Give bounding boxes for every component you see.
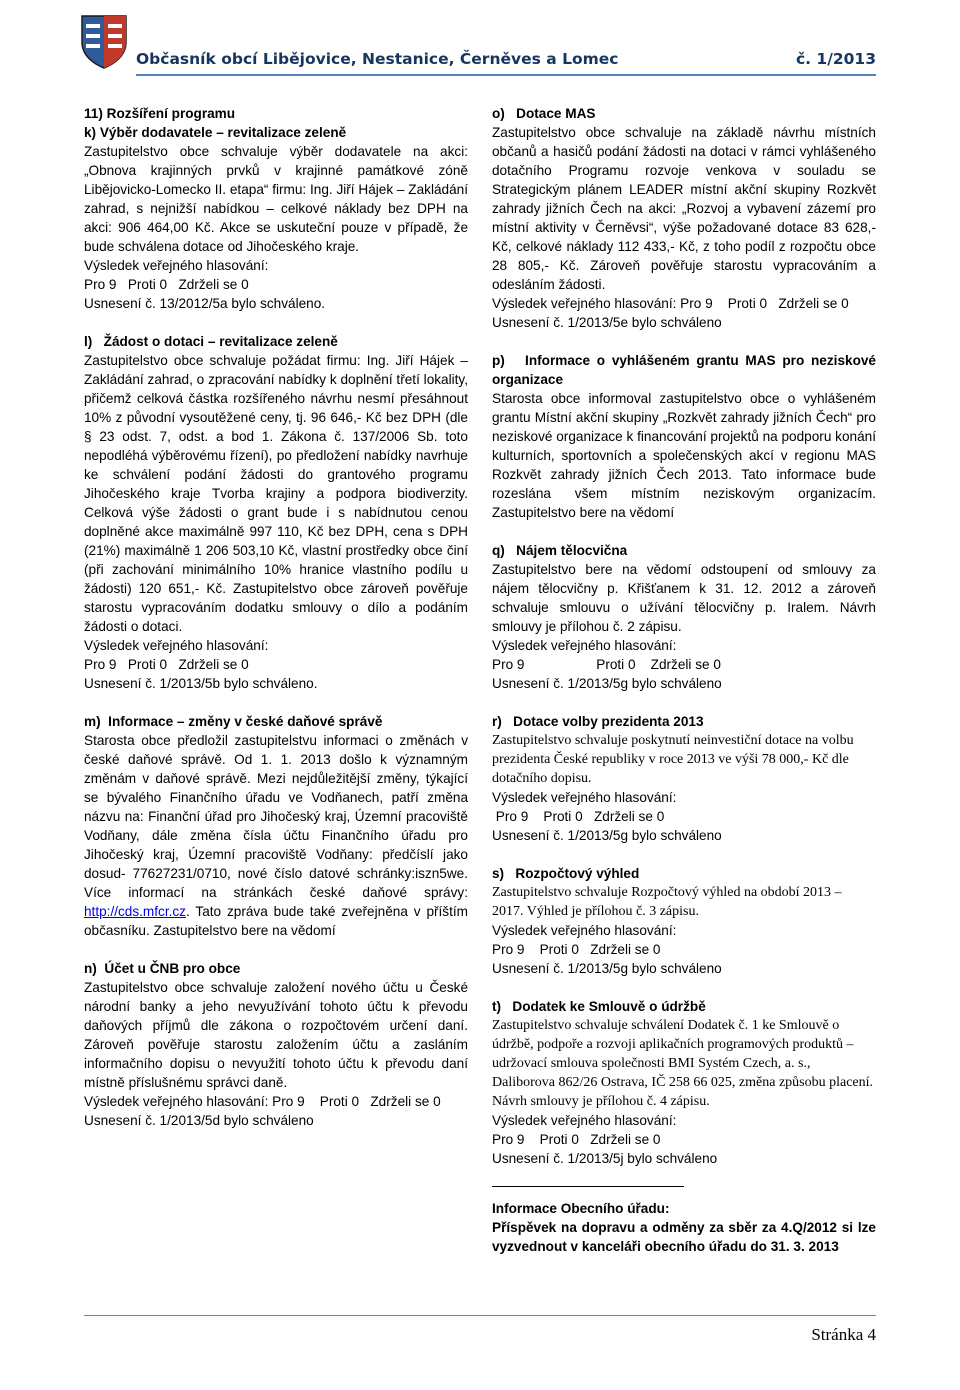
item-n-vote: Výsledek veřejného hlasování: Pro 9 Proti 0 Zdrželi se 0	[84, 1094, 441, 1109]
tax-office-link[interactable]: http://cds.mfcr.cz	[84, 904, 186, 919]
item-t-vote: Pro 9 Proti 0 Zdrželi se 0	[492, 1132, 661, 1147]
item-t-resolution: Usnesení č. 1/2013/5j bylo schváleno	[492, 1151, 718, 1166]
issue-number: č. 1/2013	[795, 50, 876, 68]
item-q-body: Zastupitelstvo bere na vědomí odstoupení od smlouvy za nájem tělocvičny p. Křišťanem k 31. 12. 2012 a zároveň schvaluje smlouvu o užívání tělocvičny p. Iralem. Návrh smlouvy je přílohou č. 2 zápisu.	[492, 562, 876, 634]
item-s-resolution: Usnesení č. 1/2013/5g bylo schváleno	[492, 961, 722, 976]
item-r-vote-label: Výsledek veřejného hlasování:	[492, 790, 677, 805]
item-k-vote: Pro 9 Proti 0 Zdrželi se 0	[84, 277, 249, 292]
item-m-text: Starosta obce předložil zastupitelstvu informaci o změnách v české daňové správě. Od 1. 1. 2013 došlo k významným změnám v daňové správě. Mezi nejdůležitější změny, týkající se bývalého Finančního úřadu ve Vodňanech, patří změna názvu na: Finanční úřad pro Jihočeský kraj, Územní pracoviště Vodňany, dále změna čísla účtu Finančního úřadu pro Jihočeský kraj, Územní pracoviště Vodňany: předčíslí jako dosud- 77627231/0710, nové číslo datové schránky:iszn5we. Více informací na stránkách české daňové správy:	[84, 733, 468, 900]
item-n-resolution: Usnesení č. 1/2013/5d bylo schváleno	[84, 1113, 314, 1128]
item-o-body: Zastupitelstvo obce schvaluje na základě návrhu místních občanů a hasičů podání žádosti na dotaci v rámci vyhlášeného dotačního Programu rozvoje venkova v souladu se Strategickým plánem LEADER místní akční skupiny Rozkvět zahrady jižních Čech na akci: „Rozvoj a vybavení zázemí pro místní aktivity v Černěvsi“, výše požadované dotace 83 628,- Kč, celkové náklady 112 433,- Kč, z toho podíl z rozpočtu obce 28 805,- Kč. Zároveň pověřuje starostu vypracováním a odesláním žádosti.	[492, 125, 876, 292]
item-n-title: n) Účet u ČNB pro obce	[84, 961, 241, 976]
item-q-vote-label: Výsledek veřejného hlasování:	[492, 638, 677, 653]
newsletter-title: Občasník obcí Libějovice, Nestanice, Černěves a Lomec	[136, 50, 619, 68]
left-column	[84, 104, 468, 1130]
item-t-title: t) Dodatek ke Smlouvě o údržbě	[492, 999, 706, 1014]
item-l-body: Zastupitelstvo obce schvaluje požádat firmu: Ing. Jiří Hájek – Zakládání zahrad, o zpracování nabídky k doplnění třetí lokality, přičemž celková částka rozšířeného návrhu nesmí přesáhnout 10% z původní vysoutěžené ceny, tj. 96 646,- Kč bez DPH (dle § 23 odst. 7, odst. a bod 1. Zákona č. 137/2006 Sb. toto nepodléhá výběrovému řízení), po předložení nabídky navrhuje ke schválení podání žádosti do grantového programu Jihočeského kraje Tvorba krajiny a podpora biodiverzity. Celková výše žádosti o grant bude i s nabídnutou cenou doplněné akce maximálně 997 110, Kč bez DPH, cena s DPH (21%) maximálně 1 206 503,10 Kč, vlastní prostředky obce činí (při zachování minimálního 10% hranice vlastního podílu u žádosti) 120 651,- Kč. Zastupitelstvo obce zároveň pověřuje starostu vypracováním dodatku smlouvy o dílo a podáním žádosti o dotaci.	[84, 353, 468, 634]
item-t-body: Zastupitelstvo schvaluje schválení Dodatek č. 1 ke Smlouvě o údržbě, podpoře a rozvoji aplikačních programových produktů – udržovací smlouva společnosti BMI Systém Czech, a. s., Daliborova 862/26 Ostrava, IČ 258 66 025, změna způsobu placení. Návrh smlouvy je přílohou č. 4 zápisu.	[492, 1018, 874, 1109]
village-crest-logo	[78, 12, 130, 70]
item-l-vote: Pro 9 Proti 0 Zdrželi se 0	[84, 657, 249, 672]
item-r-resolution: Usnesení č. 1/2013/5g bylo schváleno	[492, 828, 722, 843]
item-m-text-after: . Tato zpráva bude také zveřejněna v příštím občasníku. Zastupitelstvo bere na vědomí	[84, 904, 468, 938]
item-n-body: Zastupitelstvo obce schvaluje založení nového účtu u České národní banky a jeho nevyužívání tohoto účtu k převodu daňových příjmů dle zákona o rozpočtovém určení daní. Zároveň pověřuje starostu založením účtu a zasláním informačního dopisu o nevyužití tohoto účtu k převodu daní místně příslušnému správci daně.	[84, 980, 468, 1090]
item-o-resolution: Usnesení č. 1/2013/5e bylo schváleno	[492, 315, 722, 330]
section-11-title: 11) Rozšíření programu	[84, 106, 236, 121]
item-q-resolution: Usnesení č. 1/2013/5g bylo schváleno	[492, 676, 722, 691]
item-l-resolution: Usnesení č. 1/2013/5b bylo schváleno.	[84, 676, 318, 691]
item-q-vote: Pro 9 Proti 0 Zdrželi se 0	[492, 657, 721, 672]
item-s-body: Zastupitelstvo schvaluje Rozpočtový výhled na období 2013 – 2017. Výhled je přílohou č. 3 zápisu.	[492, 885, 842, 919]
footer-rule	[84, 1315, 876, 1316]
item-k-body: Zastupitelstvo obce schvaluje výběr dodavatele na akci: „Obnova krajinných prvků v krajinné památkové zóně Libějovicko-Lomecko II. etapa“ firmu: Ing. Jiří Hájek – Zakládání zahrad, s nejnižší nabídkou – celkové náklady bez DPH na akci: 906 464,00 Kč. Akce se uskuteční pouze v případě, že bude schválena dotace od Jihočeského kraje.	[84, 144, 468, 254]
item-t-vote-label: Výsledek veřejného hlasování:	[492, 1113, 677, 1128]
item-l-title: l) Žádost o dotaci – revitalizace zeleně	[84, 334, 338, 349]
page-number: Stránka 4	[811, 1325, 876, 1344]
right-column	[492, 104, 880, 1256]
item-k-resolution: Usnesení č. 13/2012/5a bylo schváleno.	[84, 296, 326, 311]
item-l-vote-label: Výsledek veřejného hlasování:	[84, 638, 269, 653]
item-m-title: m) Informace – změny v české daňové správě	[84, 714, 383, 729]
item-o-title: o) Dotace MAS	[492, 106, 596, 121]
item-k-title: k) Výběr dodavatele – revitalizace zeleně	[84, 125, 347, 140]
notice-separator	[492, 1186, 684, 1187]
header-rule	[136, 74, 876, 76]
item-r-title: r) Dotace volby prezidenta 2013	[492, 714, 704, 729]
item-k-vote-label: Výsledek veřejného hlasování:	[84, 258, 269, 273]
page-header	[0, 0, 960, 80]
item-q-title: q) Nájem tělocvična	[492, 543, 628, 558]
item-o-vote: Výsledek veřejného hlasování: Pro 9 Proti 0 Zdrželi se 0	[492, 296, 849, 311]
notice-body: Příspěvek na dopravu a odměny za sběr za 4.Q/2012 si lze vyzvednout v kanceláři obecního úřadu do 31. 3. 2013	[492, 1220, 876, 1254]
item-p-title: p) Informace o vyhlášeném grantu MAS pro neziskové organizace	[492, 353, 880, 387]
notice-title: Informace Obecního úřadu:	[492, 1201, 670, 1216]
item-s-title: s) Rozpočtový výhled	[492, 866, 640, 881]
item-m-body	[84, 731, 468, 940]
item-s-vote-label: Výsledek veřejného hlasování:	[492, 923, 677, 938]
item-r-body: Zastupitelstvo schvaluje poskytnutí neinvestiční dotace na volbu prezidenta České republiky v roce 2013 ve výši 78 000,- Kč dle dotačního dopisu.	[492, 733, 854, 786]
item-r-vote: Pro 9 Proti 0 Zdrželi se 0	[492, 809, 665, 824]
item-s-vote: Pro 9 Proti 0 Zdrželi se 0	[492, 942, 661, 957]
item-p-body: Starosta obce informoval zastupitelstvo obce o vyhlášeném grantu Místní akční skupiny „Rozkvět zahrady jižních Čech“ pro neziskové organizace k financování projektů na podporu konání kulturních, sportovních a společenských akcí v regionu MAS Rozkvět zahrady jižních Čech 2013. Tato informace bude rozeslána všem místním neziskovým organizacím. Zastupitelstvo bere na vědomí	[492, 391, 876, 520]
